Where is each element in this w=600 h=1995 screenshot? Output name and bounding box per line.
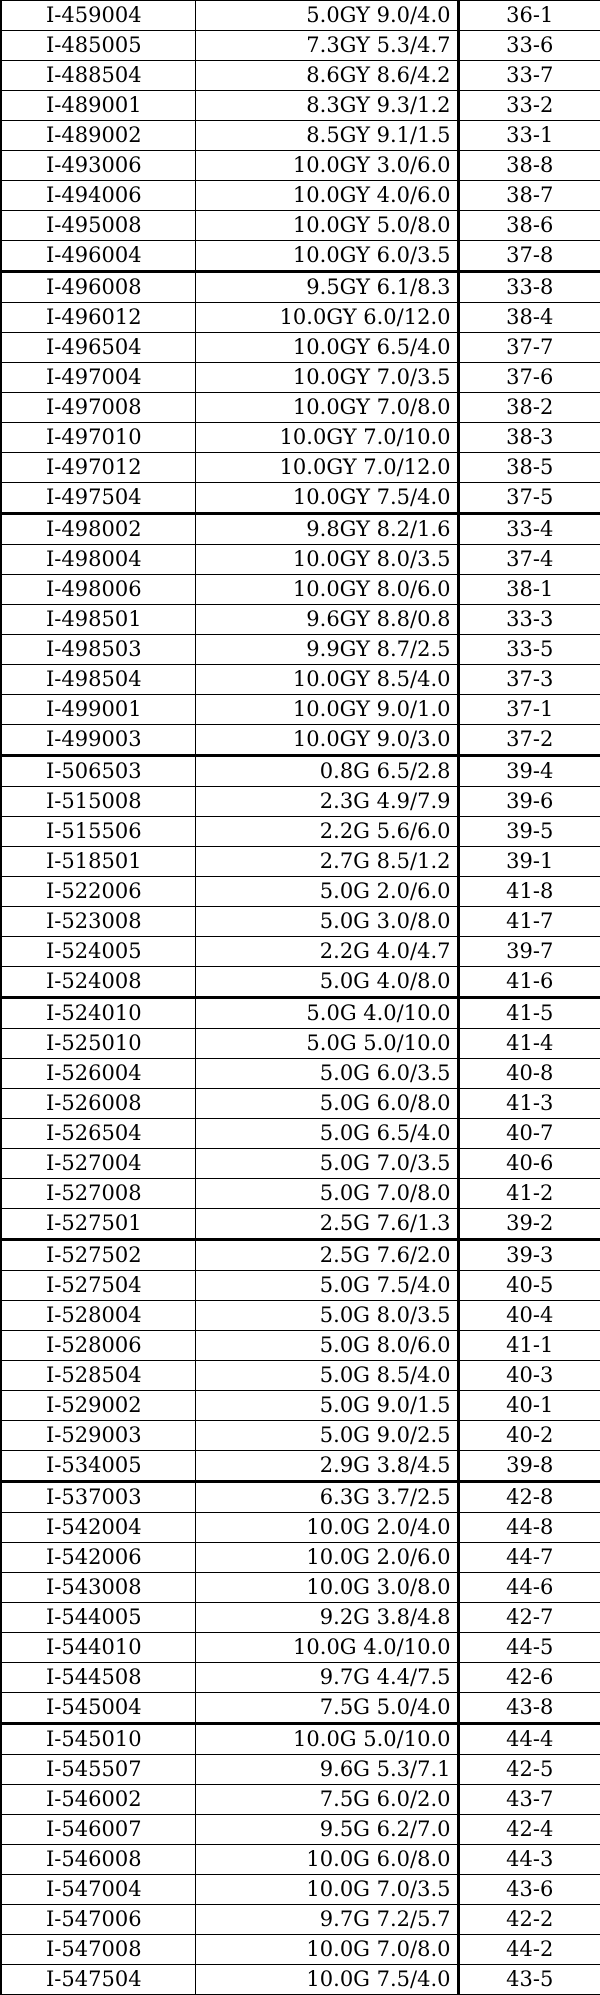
table-row [1, 756, 600, 787]
table-row [1, 514, 600, 545]
sample-id-cell: I-537003 [1, 1482, 195, 1513]
munsell-notation-cell: 10.0GY 7.5/4.0 [195, 483, 458, 514]
munsell-notation-cell: 10.0GY 6.5/4.0 [195, 333, 458, 363]
sample-id-cell: I-497012 [1, 453, 195, 483]
table-row [1, 1905, 600, 1935]
munsell-notation-cell: 5.0G 6.0/8.0 [195, 1089, 458, 1119]
sheet-code-cell: 40-6 [458, 1149, 600, 1179]
sheet-code-cell: 44-2 [458, 1935, 600, 1965]
sheet-code-cell: 42-5 [458, 1755, 600, 1785]
sheet-code-cell: 44-7 [458, 1543, 600, 1573]
sample-id-cell: I-496008 [1, 272, 195, 303]
munsell-notation-cell: 5.0G 8.0/6.0 [195, 1331, 458, 1361]
table-row [1, 272, 600, 303]
table-row [1, 393, 600, 423]
sheet-code-cell: 33-2 [458, 91, 600, 121]
sample-id-cell: I-488504 [1, 61, 195, 91]
table-row [1, 1119, 600, 1149]
sample-id-cell: I-546007 [1, 1815, 195, 1845]
sample-id-cell: I-515008 [1, 787, 195, 817]
sample-id-cell: I-498004 [1, 545, 195, 575]
table-row [1, 695, 600, 725]
table-row [1, 998, 600, 1029]
sheet-code-cell: 38-4 [458, 303, 600, 333]
table-row [1, 1271, 600, 1301]
sheet-code-cell: 44-4 [458, 1724, 600, 1755]
table-row [1, 575, 600, 605]
munsell-notation-cell: 5.0G 6.0/3.5 [195, 1059, 458, 1089]
sample-id-cell: I-489002 [1, 121, 195, 151]
sample-id-cell: I-523008 [1, 907, 195, 937]
sheet-code-cell: 41-7 [458, 907, 600, 937]
munsell-notation-cell: 10.0GY 3.0/6.0 [195, 151, 458, 181]
sheet-code-cell: 38-6 [458, 211, 600, 241]
sample-id-cell: I-498504 [1, 665, 195, 695]
sheet-code-cell: 37-8 [458, 241, 600, 272]
table-row [1, 787, 600, 817]
table-row [1, 151, 600, 181]
munsell-notation-cell: 9.7G 7.2/5.7 [195, 1905, 458, 1935]
sheet-code-cell: 42-4 [458, 1815, 600, 1845]
table-row [1, 635, 600, 665]
sheet-code-cell: 33-7 [458, 61, 600, 91]
munsell-notation-cell: 2.5G 7.6/2.0 [195, 1240, 458, 1271]
munsell-notation-cell: 5.0G 2.0/6.0 [195, 877, 458, 907]
munsell-notation-cell: 2.5G 7.6/1.3 [195, 1209, 458, 1240]
sheet-code-cell: 41-5 [458, 998, 600, 1029]
table-row [1, 1361, 600, 1391]
sheet-code-cell: 37-5 [458, 483, 600, 514]
sample-id-cell: I-494006 [1, 181, 195, 211]
munsell-notation-cell: 10.0G 7.0/3.5 [195, 1875, 458, 1905]
munsell-notation-cell: 2.3G 4.9/7.9 [195, 787, 458, 817]
table-row [1, 1724, 600, 1755]
sample-id-cell: I-528504 [1, 1361, 195, 1391]
munsell-notation-cell: 10.0G 7.0/8.0 [195, 1935, 458, 1965]
sheet-code-cell: 38-3 [458, 423, 600, 453]
sheet-code-cell: 37-4 [458, 545, 600, 575]
sheet-code-cell: 38-2 [458, 393, 600, 423]
munsell-notation-cell: 9.5G 6.2/7.0 [195, 1815, 458, 1845]
sample-id-cell: I-544010 [1, 1633, 195, 1663]
table-row [1, 91, 600, 121]
sample-id-cell: I-543008 [1, 1573, 195, 1603]
table-row [1, 937, 600, 967]
table-row [1, 967, 600, 998]
table-row [1, 1755, 600, 1785]
table-row [1, 303, 600, 333]
sheet-code-cell: 43-5 [458, 1965, 600, 1995]
sheet-code-cell: 38-7 [458, 181, 600, 211]
munsell-notation-cell: 10.0GY 6.0/12.0 [195, 303, 458, 333]
munsell-notation-cell: 10.0GY 9.0/3.0 [195, 725, 458, 756]
sample-id-cell: I-524005 [1, 937, 195, 967]
sheet-code-cell: 38-8 [458, 151, 600, 181]
munsell-notation-cell: 5.0G 4.0/10.0 [195, 998, 458, 1029]
sheet-code-cell: 40-1 [458, 1391, 600, 1421]
sample-id-cell: I-526504 [1, 1119, 195, 1149]
sheet-code-cell: 38-5 [458, 453, 600, 483]
table-row [1, 1965, 600, 1995]
table-row [1, 363, 600, 393]
munsell-notation-cell: 5.0G 7.0/8.0 [195, 1179, 458, 1209]
sheet-code-cell: 41-2 [458, 1179, 600, 1209]
table-row [1, 121, 600, 151]
munsell-notation-cell: 2.2G 4.0/4.7 [195, 937, 458, 967]
munsell-notation-cell: 10.0G 5.0/10.0 [195, 1724, 458, 1755]
table-row [1, 483, 600, 514]
sheet-code-cell: 41-8 [458, 877, 600, 907]
sheet-code-cell: 39-8 [458, 1451, 600, 1482]
table-row [1, 1543, 600, 1573]
table-row [1, 1513, 600, 1543]
sheet-code-cell: 40-5 [458, 1271, 600, 1301]
sheet-code-cell: 44-3 [458, 1845, 600, 1875]
sheet-code-cell: 38-1 [458, 575, 600, 605]
sample-id-cell: I-515506 [1, 817, 195, 847]
table-row [1, 1785, 600, 1815]
sample-id-cell: I-518501 [1, 847, 195, 877]
table-row [1, 1875, 600, 1905]
munsell-notation-cell: 5.0G 8.5/4.0 [195, 1361, 458, 1391]
table-row [1, 61, 600, 91]
sample-id-cell: I-546002 [1, 1785, 195, 1815]
sample-id-cell: I-498503 [1, 635, 195, 665]
sheet-code-cell: 40-3 [458, 1361, 600, 1391]
sample-id-cell: I-527008 [1, 1179, 195, 1209]
sheet-code-cell: 44-5 [458, 1633, 600, 1663]
sample-id-cell: I-529003 [1, 1421, 195, 1451]
sample-id-cell: I-498002 [1, 514, 195, 545]
table-row [1, 545, 600, 575]
munsell-notation-cell: 10.0G 2.0/4.0 [195, 1513, 458, 1543]
sheet-code-cell: 41-3 [458, 1089, 600, 1119]
sheet-code-cell: 43-6 [458, 1875, 600, 1905]
sheet-code-cell: 33-1 [458, 121, 600, 151]
sample-id-cell: I-496504 [1, 333, 195, 363]
munsell-notation-cell: 8.5GY 9.1/1.5 [195, 121, 458, 151]
sample-id-cell: I-529002 [1, 1391, 195, 1421]
sample-id-cell: I-497504 [1, 483, 195, 514]
munsell-notation-cell: 10.0G 7.5/4.0 [195, 1965, 458, 1995]
sheet-code-cell: 42-7 [458, 1603, 600, 1633]
munsell-notation-cell: 10.0GY 6.0/3.5 [195, 241, 458, 272]
munsell-notation-cell: 5.0G 4.0/8.0 [195, 967, 458, 998]
sample-id-cell: I-545004 [1, 1693, 195, 1724]
sheet-code-cell: 37-7 [458, 333, 600, 363]
munsell-notation-cell: 2.2G 5.6/6.0 [195, 817, 458, 847]
sample-id-cell: I-496012 [1, 303, 195, 333]
munsell-notation-cell: 7.5G 6.0/2.0 [195, 1785, 458, 1815]
sheet-code-cell: 33-4 [458, 514, 600, 545]
munsell-notation-cell: 10.0GY 7.0/3.5 [195, 363, 458, 393]
table-row [1, 211, 600, 241]
sheet-code-cell: 39-1 [458, 847, 600, 877]
sheet-code-cell: 33-3 [458, 605, 600, 635]
table-row [1, 1301, 600, 1331]
table-row [1, 241, 600, 272]
table-row [1, 907, 600, 937]
sample-id-cell: I-497004 [1, 363, 195, 393]
munsell-notation-cell: 5.0G 9.0/2.5 [195, 1421, 458, 1451]
sample-id-cell: I-526008 [1, 1089, 195, 1119]
table-row [1, 847, 600, 877]
munsell-notation-cell: 10.0GY 8.5/4.0 [195, 665, 458, 695]
sample-id-cell: I-459004 [1, 1, 195, 31]
table-row [1, 1935, 600, 1965]
sample-id-cell: I-527004 [1, 1149, 195, 1179]
sample-id-cell: I-524010 [1, 998, 195, 1029]
table-row [1, 725, 600, 756]
sheet-code-cell: 37-6 [458, 363, 600, 393]
munsell-notation-cell: 7.3GY 5.3/4.7 [195, 31, 458, 61]
sample-id-cell: I-493006 [1, 151, 195, 181]
sample-id-cell: I-534005 [1, 1451, 195, 1482]
munsell-notation-cell: 9.6GY 8.8/0.8 [195, 605, 458, 635]
sample-id-cell: I-497008 [1, 393, 195, 423]
munsell-notation-cell: 9.9GY 8.7/2.5 [195, 635, 458, 665]
sample-id-cell: I-495008 [1, 211, 195, 241]
munsell-notation-cell: 10.0GY 8.0/3.5 [195, 545, 458, 575]
sheet-code-cell: 43-7 [458, 1785, 600, 1815]
sample-id-cell: I-522006 [1, 877, 195, 907]
table-row [1, 1059, 600, 1089]
munsell-notation-cell: 9.8GY 8.2/1.6 [195, 514, 458, 545]
sample-id-cell: I-527501 [1, 1209, 195, 1240]
sample-id-cell: I-527502 [1, 1240, 195, 1271]
munsell-notation-cell: 10.0GY 5.0/8.0 [195, 211, 458, 241]
sample-id-cell: I-528006 [1, 1331, 195, 1361]
table-row [1, 1845, 600, 1875]
sheet-code-cell: 40-7 [458, 1119, 600, 1149]
munsell-notation-cell: 2.7G 8.5/1.2 [195, 847, 458, 877]
munsell-notation-cell: 9.2G 3.8/4.8 [195, 1603, 458, 1633]
munsell-notation-cell: 9.5GY 6.1/8.3 [195, 272, 458, 303]
table-row [1, 1815, 600, 1845]
sheet-code-cell: 41-1 [458, 1331, 600, 1361]
table-row [1, 423, 600, 453]
munsell-notation-cell: 10.0GY 8.0/6.0 [195, 575, 458, 605]
munsell-notation-cell: 10.0GY 7.0/12.0 [195, 453, 458, 483]
munsell-notation-cell: 10.0GY 7.0/10.0 [195, 423, 458, 453]
table-row [1, 181, 600, 211]
sheet-code-cell: 41-6 [458, 967, 600, 998]
table-row [1, 1693, 600, 1724]
sample-id-cell: I-499003 [1, 725, 195, 756]
table-row [1, 1633, 600, 1663]
sheet-code-cell: 39-3 [458, 1240, 600, 1271]
sheet-code-cell: 33-6 [458, 31, 600, 61]
sheet-code-cell: 40-4 [458, 1301, 600, 1331]
sample-id-cell: I-499001 [1, 695, 195, 725]
table-row [1, 1603, 600, 1633]
munsell-notation-cell: 5.0G 7.5/4.0 [195, 1271, 458, 1301]
sample-id-cell: I-496004 [1, 241, 195, 272]
sample-id-cell: I-544508 [1, 1663, 195, 1693]
munsell-notation-cell: 8.6GY 8.6/4.2 [195, 61, 458, 91]
sample-id-cell: I-525010 [1, 1029, 195, 1059]
sample-id-cell: I-524008 [1, 967, 195, 998]
munsell-notation-cell: 5.0G 8.0/3.5 [195, 1301, 458, 1331]
table-row [1, 31, 600, 61]
table-row [1, 1, 600, 31]
sample-id-cell: I-528004 [1, 1301, 195, 1331]
sheet-code-cell: 44-8 [458, 1513, 600, 1543]
table-row [1, 1331, 600, 1361]
table-row [1, 1240, 600, 1271]
sample-id-cell: I-506503 [1, 756, 195, 787]
table-row [1, 1482, 600, 1513]
sheet-code-cell: 42-6 [458, 1663, 600, 1693]
table-row [1, 817, 600, 847]
table-row [1, 1421, 600, 1451]
sheet-code-cell: 39-4 [458, 756, 600, 787]
table-row [1, 665, 600, 695]
munsell-notation-cell: 10.0GY 4.0/6.0 [195, 181, 458, 211]
sheet-code-cell: 44-6 [458, 1573, 600, 1603]
sheet-code-cell: 39-5 [458, 817, 600, 847]
sample-id-cell: I-498006 [1, 575, 195, 605]
sheet-code-cell: 40-2 [458, 1421, 600, 1451]
table-row [1, 1573, 600, 1603]
munsell-notation-cell: 10.0G 6.0/8.0 [195, 1845, 458, 1875]
sample-id-cell: I-489001 [1, 91, 195, 121]
munsell-notation-cell: 10.0GY 9.0/1.0 [195, 695, 458, 725]
sample-id-cell: I-526004 [1, 1059, 195, 1089]
sample-id-cell: I-498501 [1, 605, 195, 635]
sheet-code-cell: 41-4 [458, 1029, 600, 1059]
sample-id-cell: I-542004 [1, 1513, 195, 1543]
munsell-notation-cell: 2.9G 3.8/4.5 [195, 1451, 458, 1482]
munsell-notation-cell: 10.0G 3.0/8.0 [195, 1573, 458, 1603]
munsell-notation-cell: 6.3G 3.7/2.5 [195, 1482, 458, 1513]
table-row [1, 453, 600, 483]
munsell-notation-cell: 5.0G 5.0/10.0 [195, 1029, 458, 1059]
sample-id-cell: I-527504 [1, 1271, 195, 1301]
munsell-notation-cell: 5.0G 7.0/3.5 [195, 1149, 458, 1179]
sample-id-cell: I-497010 [1, 423, 195, 453]
table-row [1, 1179, 600, 1209]
table-row [1, 1089, 600, 1119]
table-row [1, 1029, 600, 1059]
sample-id-cell: I-547004 [1, 1875, 195, 1905]
sample-id-cell: I-545010 [1, 1724, 195, 1755]
munsell-notation-cell: 10.0G 2.0/6.0 [195, 1543, 458, 1573]
sheet-code-cell: 37-1 [458, 695, 600, 725]
sheet-code-cell: 42-8 [458, 1482, 600, 1513]
table-row [1, 877, 600, 907]
sheet-code-cell: 33-8 [458, 272, 600, 303]
table-row [1, 605, 600, 635]
sheet-code-cell: 33-5 [458, 635, 600, 665]
munsell-notation-cell: 10.0GY 7.0/8.0 [195, 393, 458, 423]
sample-id-cell: I-485005 [1, 31, 195, 61]
munsell-notation-cell: 10.0G 4.0/10.0 [195, 1633, 458, 1663]
table-row [1, 1209, 600, 1240]
munsell-notation-cell: 5.0G 9.0/1.5 [195, 1391, 458, 1421]
munsell-notation-cell: 9.7G 4.4/7.5 [195, 1663, 458, 1693]
table-body [1, 1, 600, 1995]
sheet-code-cell: 37-2 [458, 725, 600, 756]
sheet-code-cell: 39-2 [458, 1209, 600, 1240]
sample-id-cell: I-545507 [1, 1755, 195, 1785]
munsell-notation-cell: 5.0GY 9.0/4.0 [195, 1, 458, 31]
sheet-code-cell: 37-3 [458, 665, 600, 695]
sample-id-cell: I-547504 [1, 1965, 195, 1995]
sample-id-cell: I-547008 [1, 1935, 195, 1965]
table-row [1, 1149, 600, 1179]
munsell-notation-cell: 0.8G 6.5/2.8 [195, 756, 458, 787]
table-row [1, 1451, 600, 1482]
table-row [1, 1663, 600, 1693]
sample-id-cell: I-547006 [1, 1905, 195, 1935]
sheet-code-cell: 43-8 [458, 1693, 600, 1724]
sheet-code-cell: 39-6 [458, 787, 600, 817]
table-row [1, 333, 600, 363]
sample-id-cell: I-544005 [1, 1603, 195, 1633]
sample-id-cell: I-542006 [1, 1543, 195, 1573]
sheet-code-cell: 36-1 [458, 1, 600, 31]
munsell-notation-cell: 8.3GY 9.3/1.2 [195, 91, 458, 121]
munsell-notation-cell: 9.6G 5.3/7.1 [195, 1755, 458, 1785]
sheet-code-cell: 42-2 [458, 1905, 600, 1935]
munsell-notation-cell: 7.5G 5.0/4.0 [195, 1693, 458, 1724]
table-row [1, 1391, 600, 1421]
sheet-code-cell: 39-7 [458, 937, 600, 967]
sheet-code-cell: 40-8 [458, 1059, 600, 1089]
sample-id-cell: I-546008 [1, 1845, 195, 1875]
munsell-notation-cell: 5.0G 6.5/4.0 [195, 1119, 458, 1149]
munsell-notation-cell: 5.0G 3.0/8.0 [195, 907, 458, 937]
